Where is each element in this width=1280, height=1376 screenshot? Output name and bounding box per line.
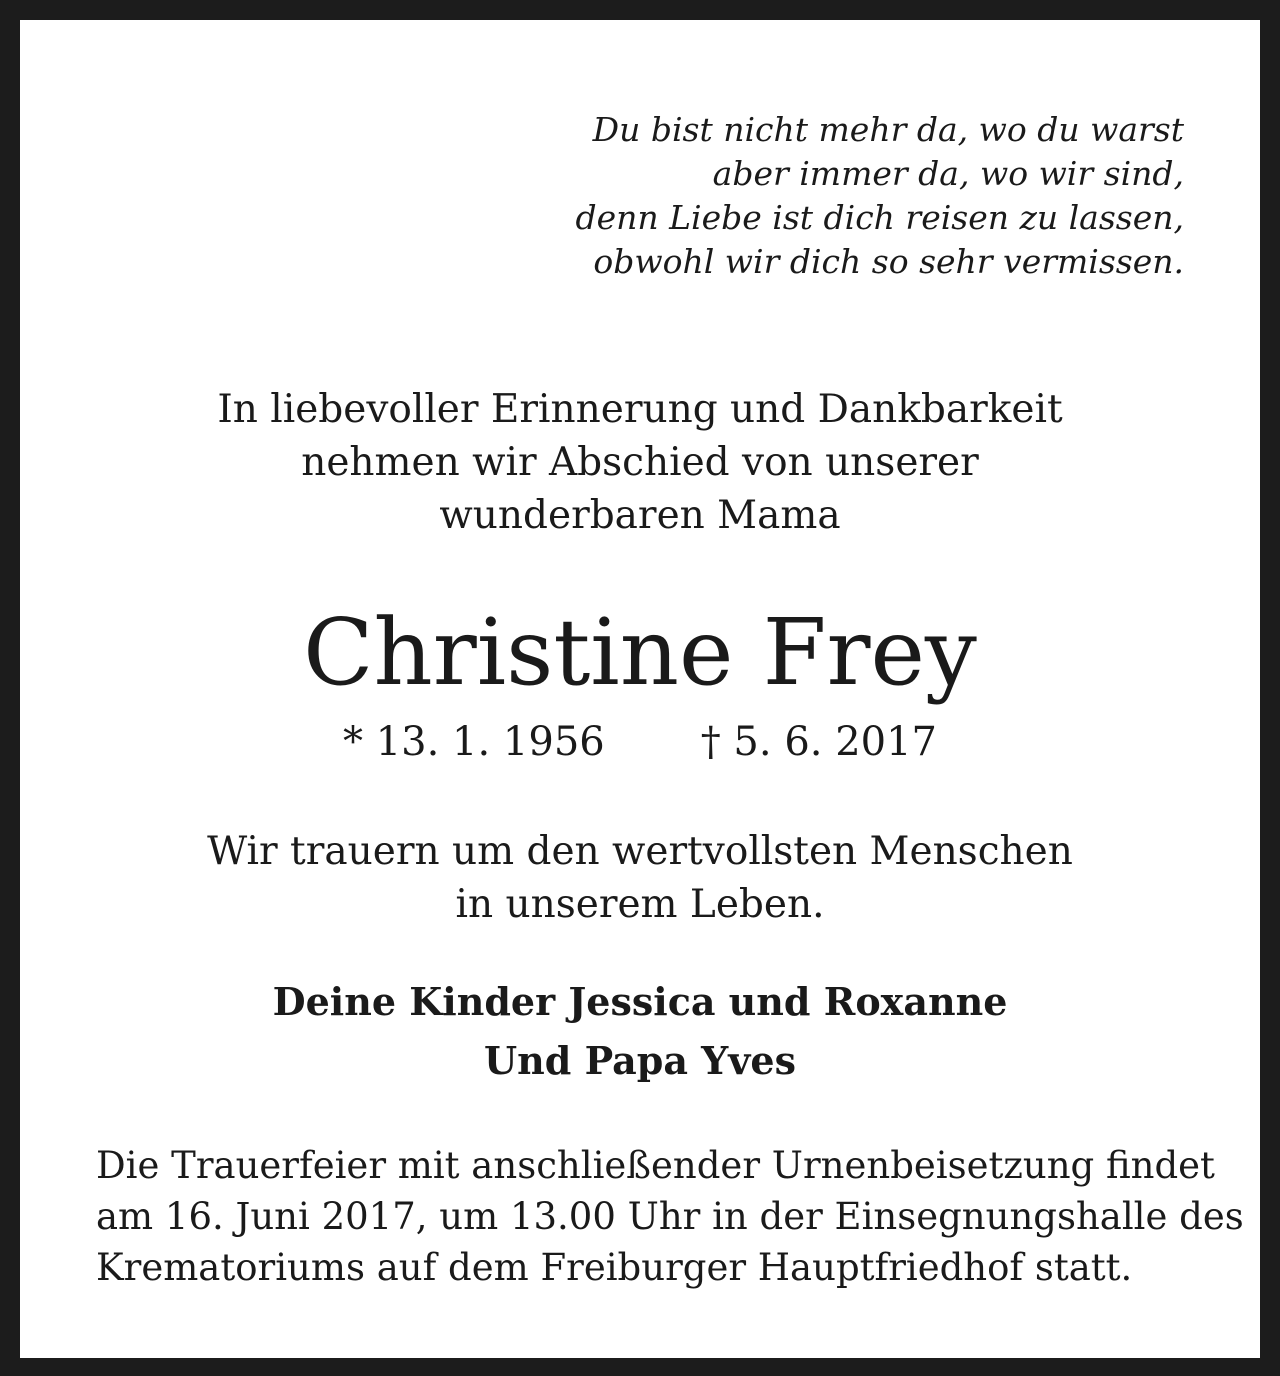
intro-line: wunderbaren Mama bbox=[439, 493, 841, 538]
intro-line: nehmen wir Abschied von unserer bbox=[301, 440, 979, 485]
poem-line: denn Liebe ist dich reisen zu lassen, bbox=[575, 198, 1184, 237]
poem-line: Du bist nicht mehr da, wo du warst bbox=[592, 110, 1184, 149]
signer-line: Und Papa Yves bbox=[484, 1038, 796, 1083]
ceremony-line: Die Trauerfeier mit anschließender Urnenbeisetzung findet bbox=[96, 1144, 1215, 1187]
deceased-name: Christine Frey bbox=[303, 599, 977, 706]
death-date: † 5. 6. 2017 bbox=[700, 719, 937, 765]
poem-line: aber immer da, wo wir sind, bbox=[712, 154, 1184, 193]
ceremony-line: Krematoriums auf dem Freiburger Hauptfriedhof statt. bbox=[96, 1246, 1133, 1289]
mourning-line: in unserem Leben. bbox=[455, 882, 825, 927]
mourning-line: Wir trauern um den wertvollsten Menschen bbox=[207, 829, 1073, 874]
intro-text bbox=[20, 383, 1260, 542]
intro-line: In liebevoller Erinnerung und Dankbarkeit bbox=[217, 387, 1063, 432]
ceremony-line: am 16. Juni 2017, um 13.00 Uhr in der Einsegnungshalle des bbox=[96, 1195, 1244, 1238]
poem-line: obwohl wir dich so sehr vermissen. bbox=[593, 242, 1184, 281]
life-dates bbox=[20, 714, 1260, 770]
signer-line: Deine Kinder Jessica und Roxanne bbox=[272, 979, 1008, 1024]
memorial-poem bbox=[575, 108, 1184, 284]
mourning-text bbox=[20, 825, 1260, 931]
ceremony-details bbox=[96, 1140, 1244, 1293]
birth-date: * 13. 1. 1956 bbox=[343, 719, 605, 765]
signers bbox=[20, 972, 1260, 1090]
